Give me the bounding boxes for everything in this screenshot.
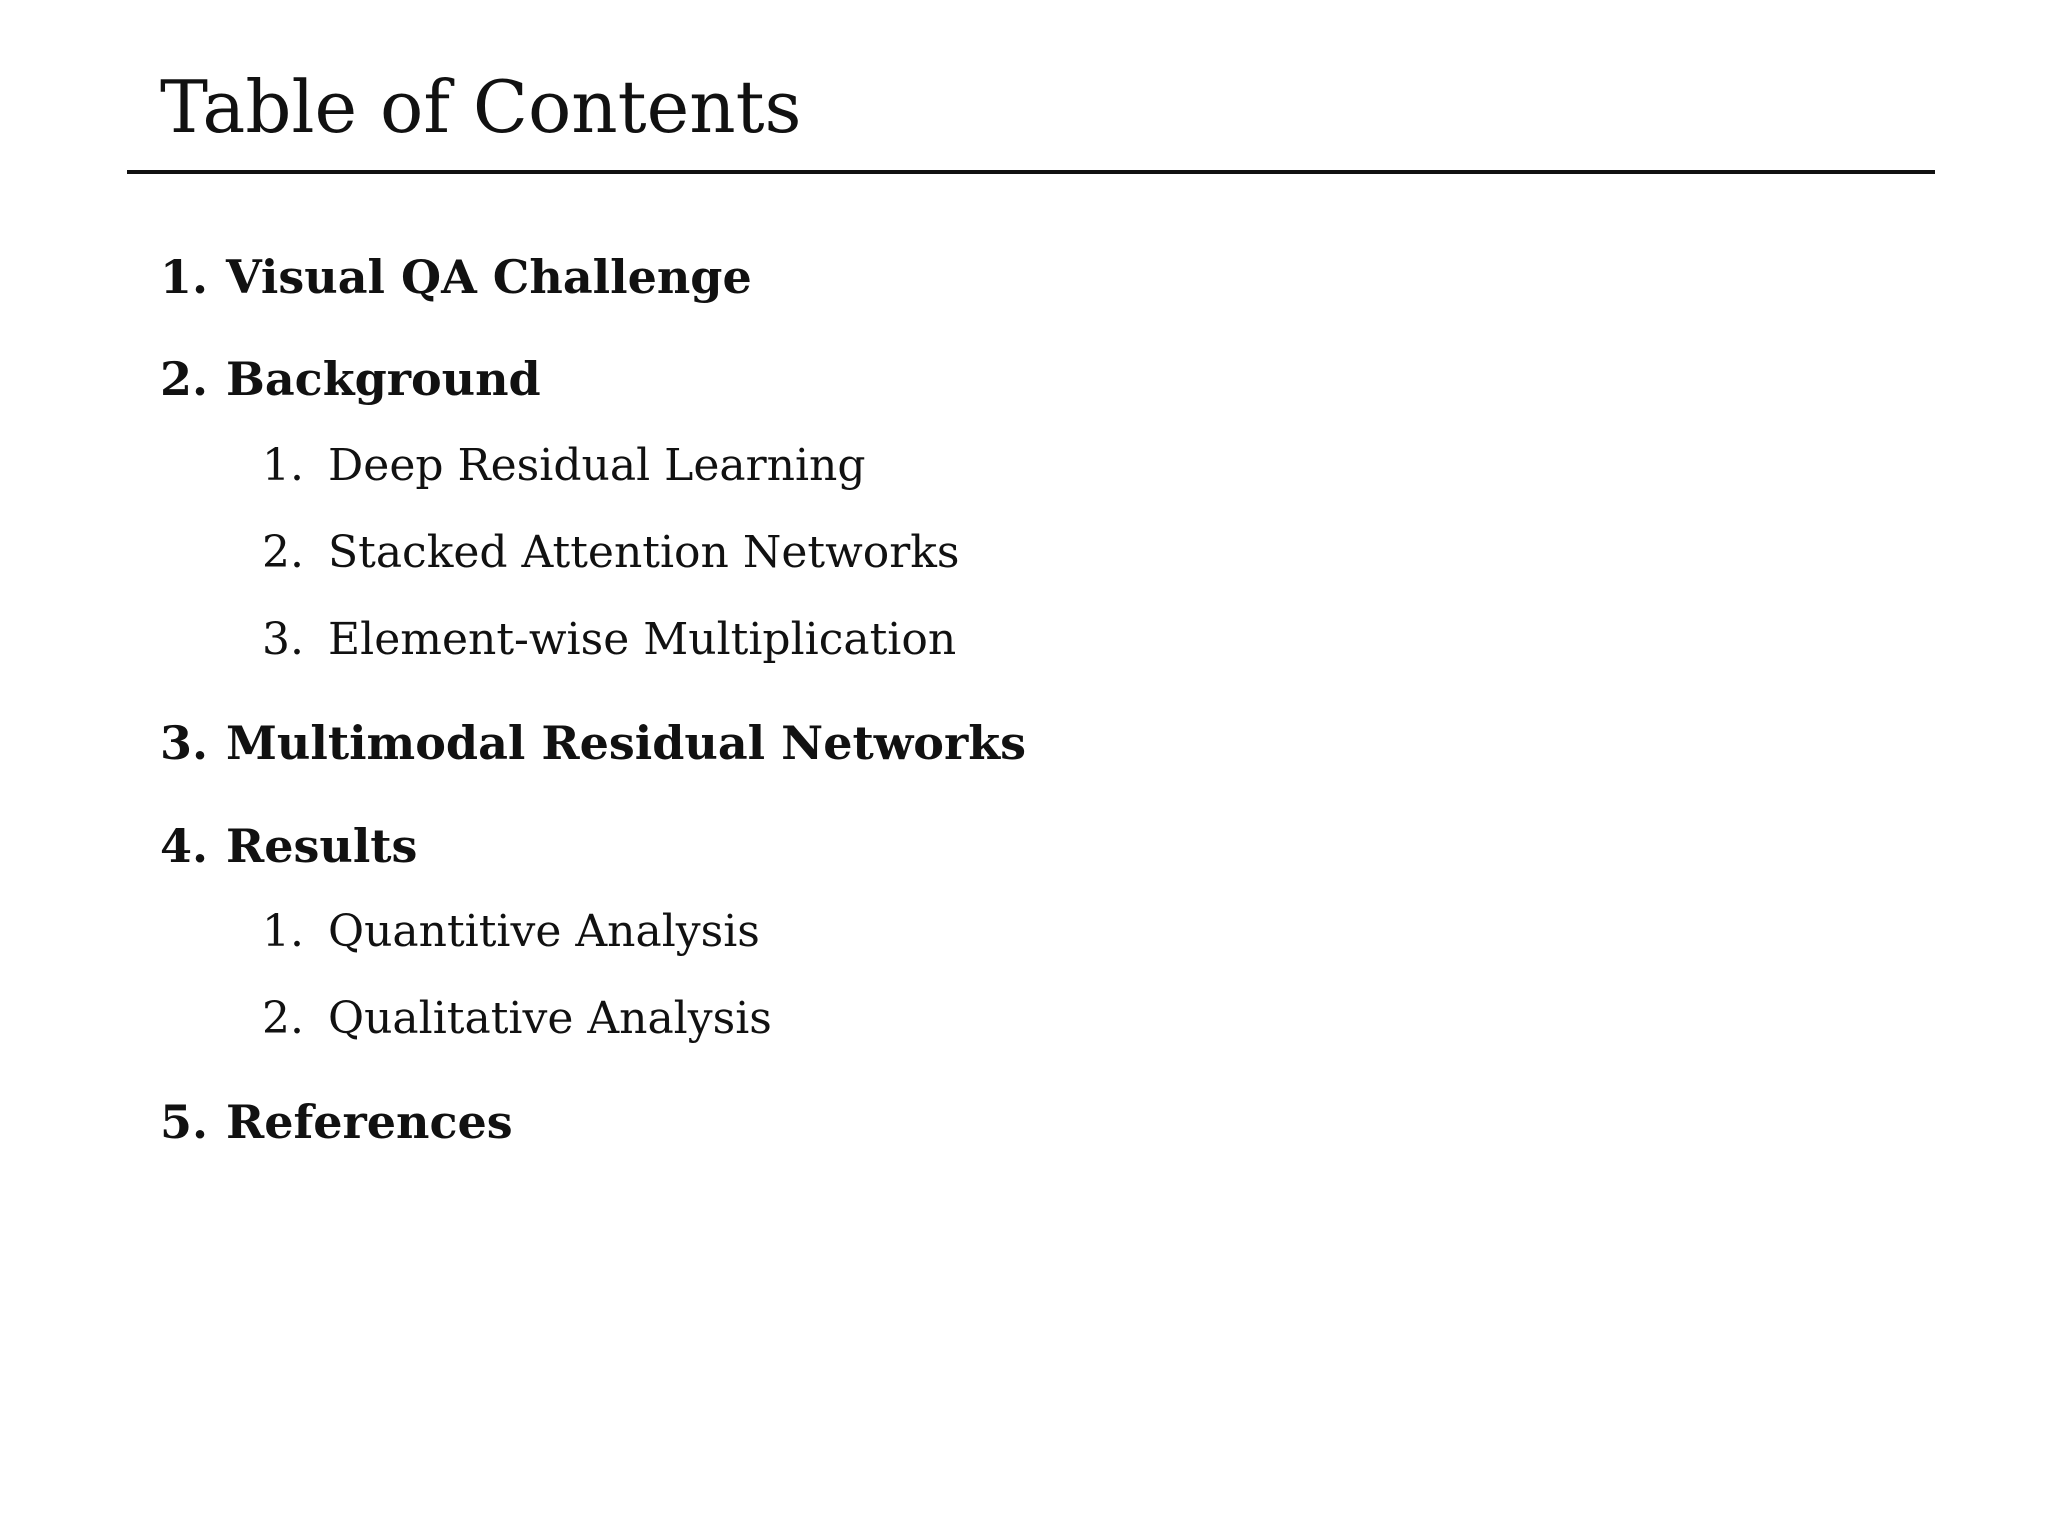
toc-subitem-label: Quantitive Analysis	[328, 906, 760, 957]
toc-subitem-number: 2.	[262, 527, 304, 578]
toc-item-number: 1.	[160, 250, 209, 304]
toc-subitem-number: 3.	[262, 614, 304, 665]
toc-item-label: Results	[226, 819, 418, 873]
page-title: Table of Contents	[160, 65, 802, 149]
toc-subitem-stacked-attention-networks[interactable]	[262, 527, 960, 578]
toc-item-label: Background	[226, 352, 541, 406]
toc-item-background[interactable]	[160, 352, 541, 406]
toc-item-multimodal-residual-networks[interactable]	[160, 716, 1026, 770]
toc-item-label: Multimodal Residual Networks	[226, 716, 1026, 770]
toc-subitem-deep-residual-learning[interactable]	[262, 440, 866, 491]
toc-item-number: 4.	[160, 819, 209, 873]
toc-subitem-number: 1.	[262, 440, 304, 491]
toc-subitem-number: 2.	[262, 993, 304, 1044]
toc-subitem-element-wise-multiplication[interactable]	[262, 614, 956, 665]
toc-item-references[interactable]	[160, 1095, 513, 1149]
toc-subitem-label: Stacked Attention Networks	[328, 527, 960, 578]
toc-item-visual-qa-challenge[interactable]	[160, 250, 752, 304]
toc-item-number: 5.	[160, 1095, 209, 1149]
toc-subitem-label: Deep Residual Learning	[328, 440, 866, 491]
toc-subitem-quantitive-analysis[interactable]	[262, 906, 760, 957]
toc-subitem-qualitative-analysis[interactable]	[262, 993, 772, 1044]
toc-item-number: 2.	[160, 352, 209, 406]
toc-item-label: Visual QA Challenge	[226, 250, 752, 304]
toc-item-number: 3.	[160, 716, 209, 770]
toc-item-label: References	[226, 1095, 513, 1149]
toc-subitem-label: Element-wise Multiplication	[328, 614, 957, 665]
toc-subitem-label: Qualitative Analysis	[328, 993, 772, 1044]
toc-subitem-number: 1.	[262, 906, 304, 957]
toc-item-results[interactable]	[160, 819, 417, 873]
